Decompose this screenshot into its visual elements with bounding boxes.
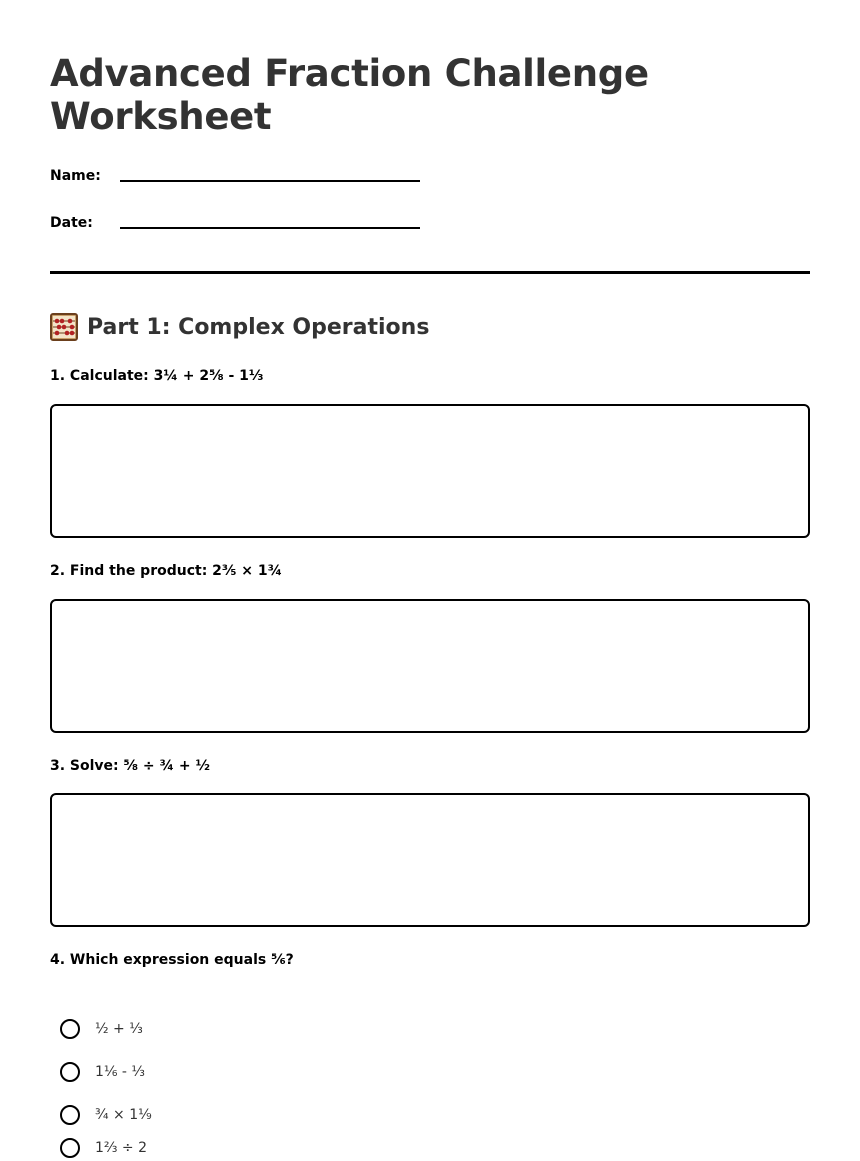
radio-button[interactable] — [60, 1138, 80, 1158]
name-input-line[interactable] — [120, 180, 420, 182]
question-1-label: 1. Calculate: 3¼ + 2⅝ - 1⅓ — [50, 368, 264, 384]
question-3-answer-box[interactable] — [50, 793, 810, 927]
question-3-label: 3. Solve: ⅝ ÷ ¾ + ½ — [50, 758, 210, 774]
page-title: Advanced Fraction Challenge Worksheet — [50, 52, 649, 138]
name-field — [50, 162, 430, 192]
option-d-label: 1⅔ ÷ 2 — [95, 1140, 148, 1156]
option-c[interactable] — [60, 1102, 152, 1128]
date-label: Date: — [50, 215, 93, 231]
option-a[interactable] — [60, 1016, 143, 1042]
question-1-answer-box[interactable] — [50, 404, 810, 538]
name-label: Name: — [50, 168, 101, 184]
option-c-label: ¾ × 1⅑ — [95, 1107, 152, 1123]
radio-button[interactable] — [60, 1019, 80, 1039]
question-4-label: 4. Which expression equals ⅚? — [50, 952, 294, 968]
header-divider — [50, 271, 810, 274]
date-field — [50, 209, 430, 239]
question-2-answer-box[interactable] — [50, 599, 810, 733]
question-2-label: 2. Find the product: 2⅗ × 1¾ — [50, 563, 283, 579]
option-b[interactable] — [60, 1059, 145, 1085]
radio-button[interactable] — [60, 1062, 80, 1082]
abacus-icon — [50, 313, 78, 341]
date-input-line[interactable] — [120, 227, 420, 229]
option-b-label: 1⅙ - ⅓ — [95, 1064, 145, 1080]
option-d[interactable] — [60, 1135, 147, 1161]
section-heading-part1 — [50, 311, 429, 343]
option-a-label: ½ + ⅓ — [95, 1021, 143, 1037]
section-title: Part 1: Complex Operations — [87, 314, 430, 340]
radio-button[interactable] — [60, 1105, 80, 1125]
